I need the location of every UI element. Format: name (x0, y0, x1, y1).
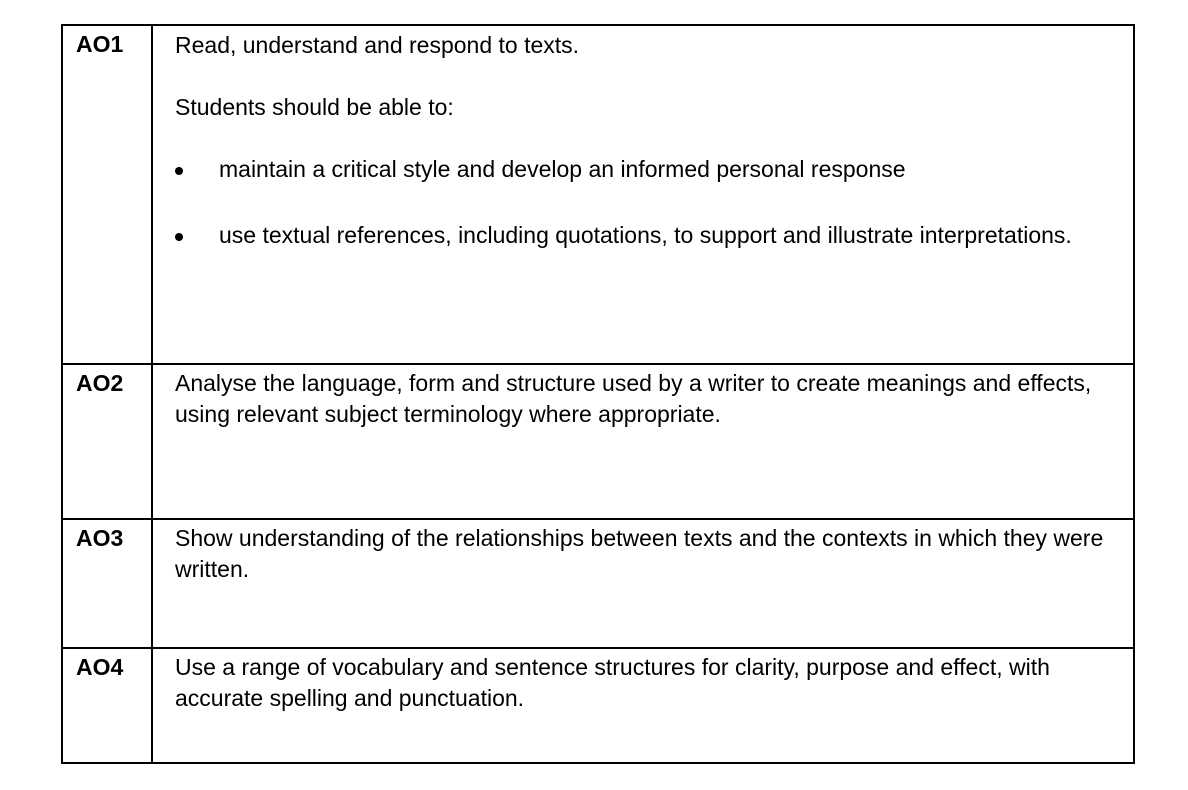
assessment-objectives-table (61, 24, 1135, 764)
objective-code: AO3 (62, 519, 152, 648)
objective-code: AO1 (62, 25, 152, 364)
table-row-ao3 (62, 519, 1134, 648)
list-item (175, 154, 1127, 184)
table-row-ao1 (62, 25, 1134, 364)
bullet-text: use textual references, including quotations, to support and illustrate interpretations. (219, 222, 1072, 248)
table-row-ao2 (62, 364, 1134, 519)
objective-text: Read, understand and respond to texts. (175, 32, 580, 58)
objective-code: AO2 (62, 364, 152, 519)
objective-code: AO4 (62, 648, 152, 763)
objective-description (152, 25, 1134, 364)
objective-lead-text: Students should be able to: (175, 94, 454, 120)
list-item (175, 220, 1127, 250)
bullet-icon (175, 167, 183, 175)
objective-description: Use a range of vocabulary and sentence structures for clarity, purpose and effect, with accurate spelling and punctuation. (152, 648, 1134, 763)
objective-description: Analyse the language, form and structure used by a writer to create meanings and effects, using relevant subject terminology where appropriate. (152, 364, 1134, 519)
table-row-ao4 (62, 648, 1134, 763)
bullet-text: maintain a critical style and develop an informed personal response (219, 156, 906, 182)
bullet-icon (175, 233, 183, 241)
objective-bullet-list (175, 154, 1127, 250)
objective-description: Show understanding of the relationships between texts and the contexts in which they were written. (152, 519, 1134, 648)
